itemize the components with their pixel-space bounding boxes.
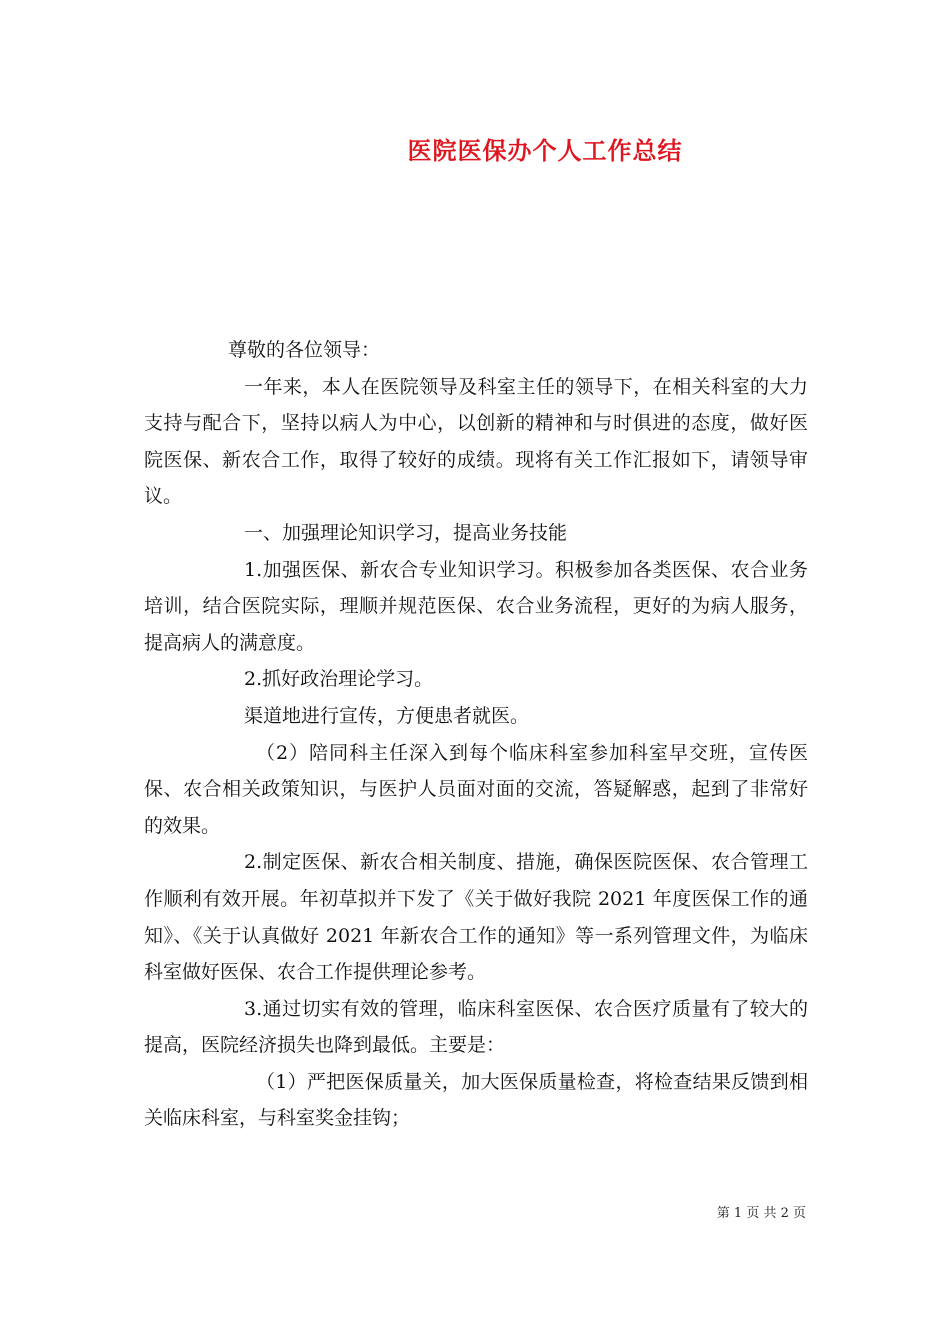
- paragraph-rules: 2.制定医保、新农合相关制度、措施，确保医院医保、农合管理工作顺利有效开展。年初草拟并下发了《关于做好我院 2021 年度医保工作的通知》、《关于认真做好 2021 年新农合工作的通知》等一系列管理文件，为临床科室做好医保、农合工作提供理论参考。: [144, 851, 808, 984]
- paragraph-item-2: 2.抓好政治理论学习。: [244, 668, 434, 691]
- paragraph-channels: 渠道地进行宣传，方便患者就医。: [244, 704, 530, 727]
- paragraph-sub-1: （1）严把医保质量关，加大医保质量检查，将检查结果反馈到相关临床科室，与科室奖金挂钩；: [144, 1070, 808, 1130]
- document-body: [144, 332, 808, 1137]
- paragraph-management: 3.通过切实有效的管理，临床科室医保、农合医疗质量有了较大的提高，医院经济损失也降到最低。主要是：: [144, 997, 808, 1057]
- paragraph-item-1: 1.加强医保、新农合专业知识学习。积极参加各类医保、农合业务培训，结合医院实际，理顺并规范医保、农合业务流程，更好的为病人服务，提高病人的满意度。: [144, 558, 808, 654]
- document-title: 医院医保办个人工作总结: [407, 136, 683, 165]
- paragraph-intro: 一年来，本人在医院领导及科室主任的领导下，在相关科室的大力支持与配合下，坚持以病人为中心，以创新的精神和与时俱进的态度，做好医院医保、新农合工作，取得了较好的成绩。现将有关工作汇报如下，请领导审议。: [144, 375, 808, 508]
- section-heading-1: 一、加强理论知识学习，提高业务技能: [244, 521, 568, 544]
- salutation: 尊敬的各位领导：: [228, 339, 381, 361]
- paragraph-sub-2: （2）陪同科主任深入到每个临床科室参加科室早交班，宣传医保、农合相关政策知识，与医护人员面对面的交流，答疑解惑，起到了非常好的效果。: [144, 741, 808, 837]
- page-number-footer: 第 1 页 共 2 页: [716, 1206, 806, 1221]
